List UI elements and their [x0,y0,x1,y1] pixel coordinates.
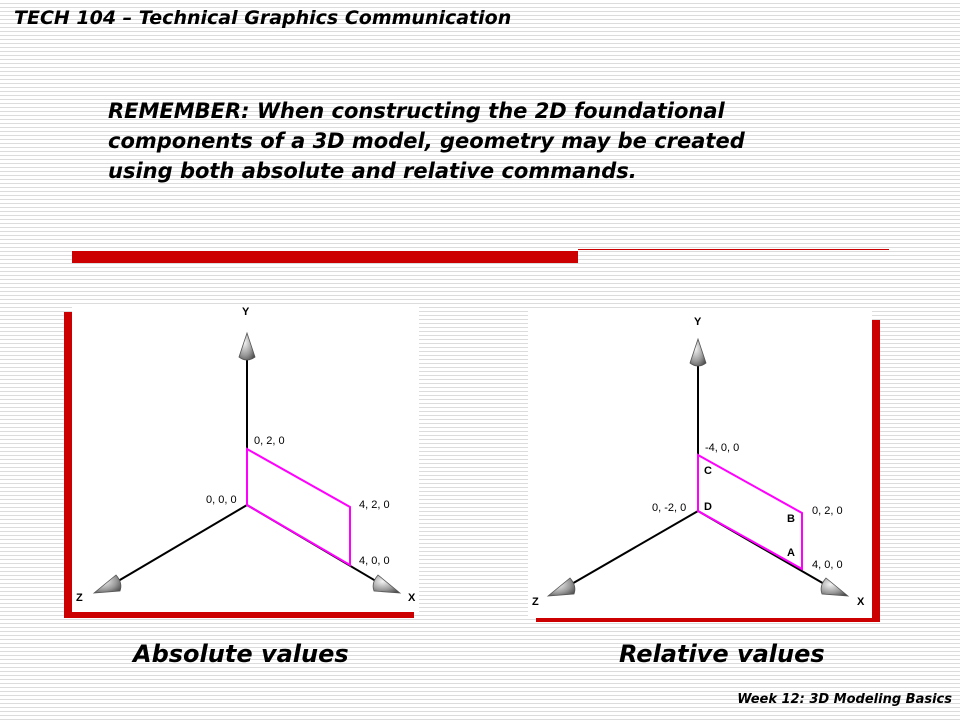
left-figure-frame-vertical [64,312,72,618]
point-label: 0, 2, 0 [254,435,285,447]
footer-week-label: Week 12: 3D Modeling Basics [737,692,952,707]
divider-thick-bar [72,251,578,263]
point-label: -4, 0, 0 [705,442,740,454]
header-title: TECH 104 – Technical Graphics Communication [14,7,512,29]
vertex-letter: B [787,513,795,525]
absolute-axes-svg [72,305,419,612]
remember-line-1: REMEMBER: When constructing the 2D foundational [108,99,725,123]
point-label: 0, 2, 0 [812,505,843,517]
remember-note [108,96,888,186]
remember-line-2: components of a 3D model, geometry may be created [108,129,745,153]
z-axis-line [108,505,247,587]
z-axis-label: Z [76,592,83,604]
z-axis-arrow-icon [94,575,121,593]
y-axis-arrow-icon [239,333,255,360]
y-axis-label: Y [242,306,250,318]
absolute-values-diagram [72,305,419,612]
vertex-letter: A [787,547,795,559]
point-label: 4, 0, 0 [359,555,390,567]
relative-axes-svg [528,309,872,618]
x-axis-label: X [408,592,416,604]
point-label: 4, 2, 0 [359,499,390,511]
x-axis-arrow-icon [821,578,848,596]
y-axis-arrow-icon [690,339,706,366]
relative-values-diagram [528,309,872,618]
z-axis-arrow-icon [548,578,575,596]
x-axis-label: X [857,596,865,608]
relative-values-caption: Relative values [619,640,825,668]
absolute-values-caption: Absolute values [133,640,349,668]
point-label: 0, 0, 0 [206,494,237,506]
x-axis-arrow-icon [373,575,400,593]
vertex-letter: D [704,501,712,513]
z-axis-line [563,511,698,589]
z-axis-label: Z [532,596,539,608]
point-label: 0, -2, 0 [652,502,687,514]
remember-line-3: using both absolute and relative commands. [108,159,637,183]
divider-thin-line [578,249,889,250]
point-label: 4, 0, 0 [812,559,843,571]
y-axis-label: Y [694,316,702,328]
vertex-letter: C [704,465,712,477]
absolute-parallelogram [247,449,350,565]
right-figure-frame-vertical [872,320,880,622]
